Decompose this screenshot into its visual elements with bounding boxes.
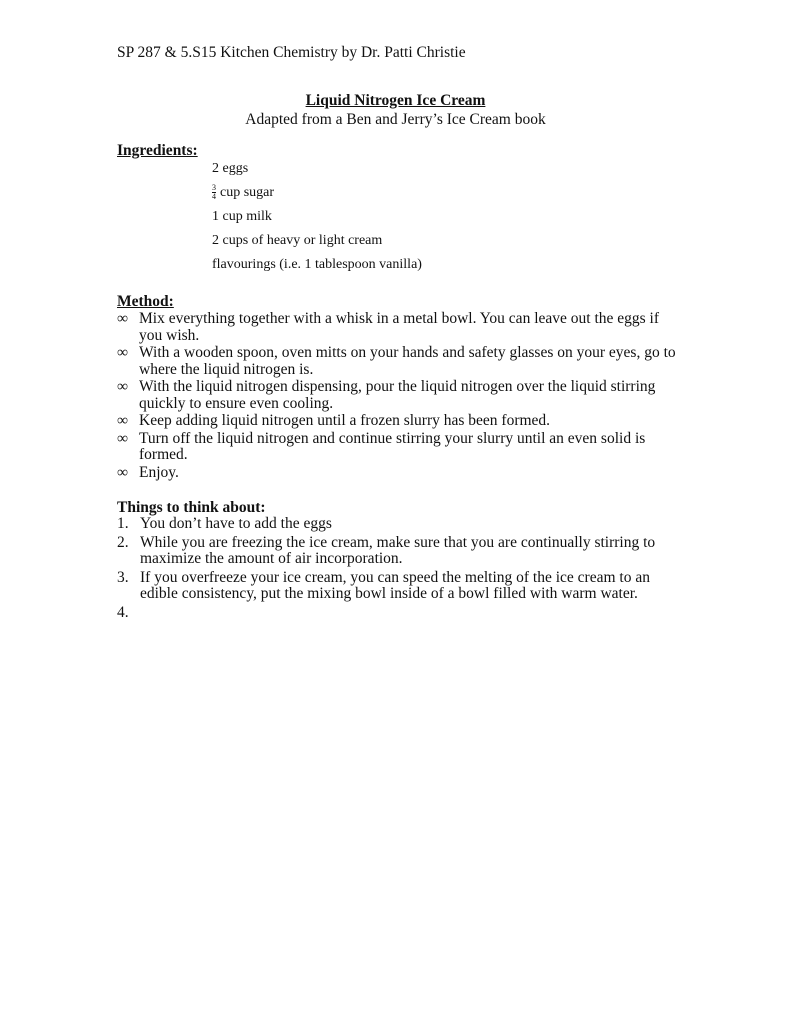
ingredient-item	[212, 182, 422, 206]
infinity-bullet-icon: ∞	[117, 310, 129, 327]
method-heading: Method:	[117, 293, 174, 310]
ingredient-item	[212, 158, 422, 182]
method-step-text: Turn off the liquid nitrogen and continue stirring your slurry until an even solid is formed.	[139, 429, 646, 463]
infinity-bullet-icon: ∞	[117, 412, 129, 429]
think-item-text: If you overfreeze your ice cream, you can speed the melting of the ice cream to an edible consistency, put the mixing bowl inside of a bowl filled with warm water.	[140, 568, 650, 602]
method-step-text: With a wooden spoon, oven mitts on your hands and safety glasses on your eyes, go to where the liquid nitrogen is.	[139, 344, 676, 378]
course-header: SP 287 & 5.S15 Kitchen Chemistry by Dr. Patti Christie	[117, 44, 466, 61]
think-item-text: While you are freezing the ice cream, make sure that you are continually stirring to maximize the amount of air incorporation.	[140, 533, 656, 567]
infinity-bullet-icon: ∞	[117, 378, 129, 395]
method-step-text: Keep adding liquid nitrogen until a frozen slurry has been formed.	[139, 412, 551, 429]
method-step-text: Enjoy.	[139, 463, 179, 481]
fraction-denominator: 4	[212, 192, 216, 202]
think-item	[117, 516, 677, 533]
think-item-number: 4.	[117, 603, 129, 621]
ingredient-text: 2 eggs	[212, 161, 249, 176]
method-step-text: With the liquid nitrogen dispensing, pour the liquid nitrogen over the liquid stirring quickly to ensure even cooling.	[139, 378, 656, 412]
recipe-subtitle: Adapted from a Ben and Jerry’s Ice Cream book	[245, 111, 546, 128]
ingredients-heading: Ingredients:	[117, 142, 198, 159]
things-to-think-heading: Things to think about:	[117, 499, 266, 516]
ingredient-text: cup sugar	[220, 185, 275, 200]
ingredient-text: 1 cup milk	[212, 209, 272, 224]
think-item-number: 1.	[117, 515, 129, 532]
method-step	[117, 311, 677, 344]
think-item	[117, 535, 677, 568]
think-item-number: 2.	[117, 533, 129, 551]
recipe-title: Liquid Nitrogen Ice Cream	[305, 92, 486, 109]
ingredient-item	[212, 206, 422, 230]
fraction-numerator: 3	[212, 183, 216, 193]
recipe-title-block	[0, 91, 791, 129]
method-step	[117, 431, 677, 464]
ingredient-item	[212, 230, 422, 254]
things-to-think-list	[117, 516, 677, 623]
think-item	[117, 605, 677, 622]
infinity-bullet-icon: ∞	[117, 344, 129, 361]
infinity-bullet-icon: ∞	[117, 429, 129, 447]
ingredient-text: 2 cups of heavy or light cream	[212, 233, 383, 248]
ingredients-list	[212, 158, 422, 278]
method-step	[117, 345, 677, 378]
think-item-number: 3.	[117, 568, 129, 586]
think-item-text: You don’t have to add the eggs	[140, 515, 332, 532]
method-step	[117, 413, 677, 430]
fraction	[212, 184, 216, 201]
method-step	[117, 379, 677, 412]
method-step-text: Mix everything together with a whisk in a metal bowl. You can leave out the eggs if you wish.	[139, 310, 660, 344]
method-list	[117, 311, 677, 482]
think-item-text	[140, 604, 144, 621]
ingredient-text: flavourings (i.e. 1 tablespoon vanilla)	[212, 257, 422, 272]
method-step	[117, 465, 677, 482]
ingredient-item	[212, 254, 422, 278]
think-item	[117, 570, 677, 603]
infinity-bullet-icon: ∞	[117, 463, 129, 481]
